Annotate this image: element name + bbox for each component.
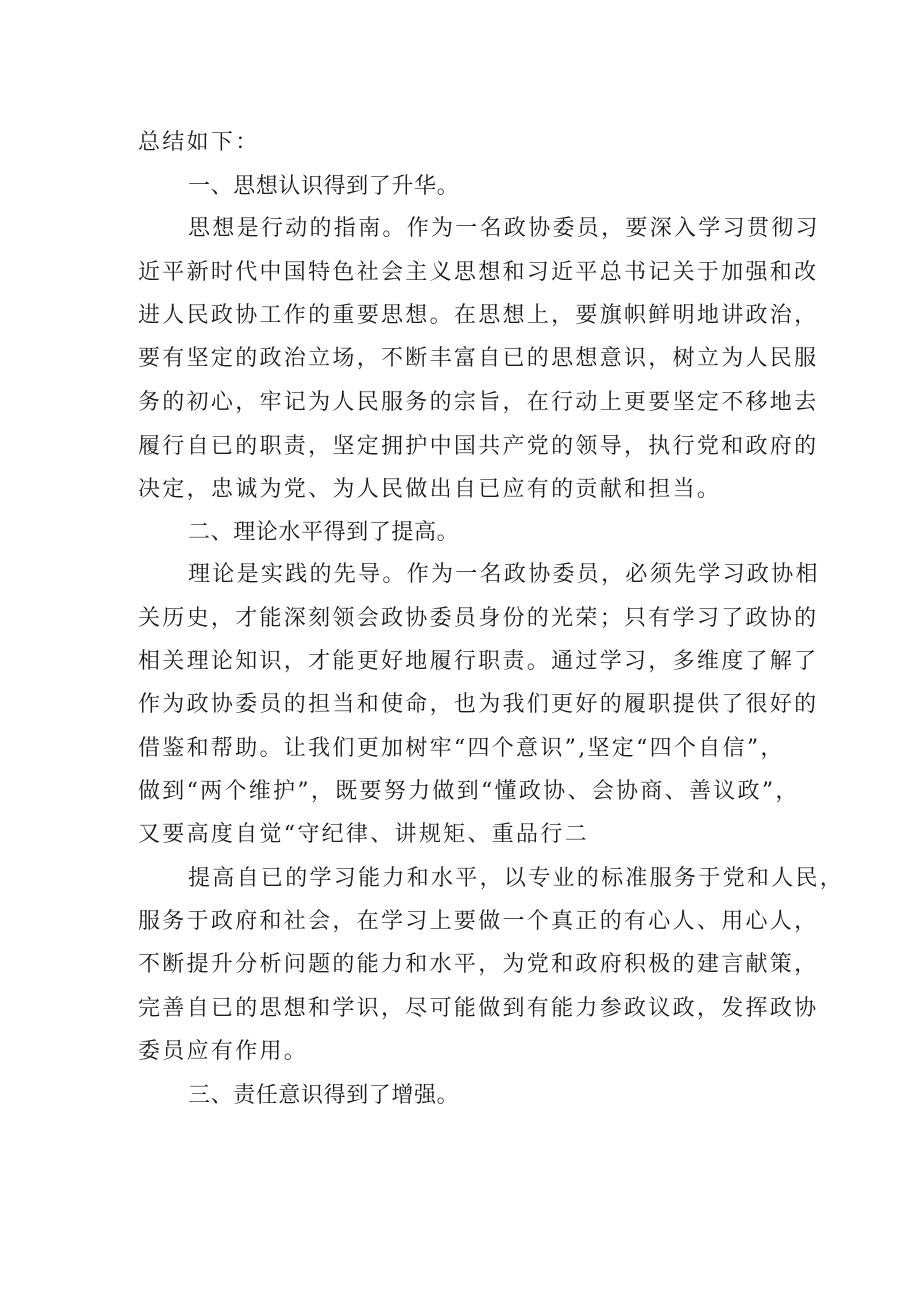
paragraph-line: 务的初心，牢记为人民服务的宗旨，在行动上更要坚定不移地去 xyxy=(138,390,819,415)
paragraph-line: 不断提升分析问题的能力和水平，为党和政府积极的建言献策， xyxy=(138,952,819,977)
paragraph-line: 相关理论知识，才能更好地履行职责。通过学习，多维度了解了 xyxy=(138,649,819,674)
paragraph-line: 又要高度自觉“守纪律、讲规矩、重品行二 xyxy=(138,822,589,847)
paragraph-line: 总结如下： xyxy=(138,130,260,155)
paragraph-line: 服务于政府和社会，在学习上要做一个真正的有心人、用心人， xyxy=(138,909,819,934)
paragraph-line: 借鉴和帮助。让我们更加树牢“四个意识”,坚定“四个自信”， xyxy=(138,736,785,761)
section-heading-2: 二、理论水平得到了提高。 xyxy=(188,520,460,545)
paragraph-line: 关历史，才能深刻领会政协委员身份的光荣；只有学习了政协的 xyxy=(138,606,819,631)
paragraph-line: 做到“两个维护”，既要努力做到“懂政协、会协商、善议政”， xyxy=(138,779,800,804)
paragraph-line: 进人民政协工作的重要思想。在思想上，要旗帜鲜明地讲政治， xyxy=(138,303,819,328)
paragraph-line: 委员应有作用。 xyxy=(138,1039,309,1064)
paragraph-line: 理论是实践的先导。作为一名政协委员，必须先学习政协相 xyxy=(188,562,820,587)
paragraph-line: 提高自已的学习能力和水平，以专业的标准服务于党和人民， xyxy=(188,866,845,891)
paragraph-line: 近平新时代中国特色社会主义思想和习近平总书记关于加强和改 xyxy=(138,260,819,285)
paragraph-line: 履行自已的职责，坚定拥护中国共产党的领导，执行党和政府的 xyxy=(138,434,819,459)
paragraph-line: 要有坚定的政治立场，不断丰富自已的思想意识，树立为人民服 xyxy=(138,346,819,371)
paragraph-line: 决定，忠诚为党、为人民做出自已应有的贡献和担当。 xyxy=(138,477,722,502)
paragraph-line: 完善自已的思想和学识，尽可能做到有能力参政议政，发挥政协 xyxy=(138,996,819,1021)
paragraph-line: 作为政协委员的担当和使命，也为我们更好的履职提供了很好的 xyxy=(138,692,819,717)
section-heading-1: 一、思想认识得到了升华。 xyxy=(188,174,460,199)
paragraph-line: 思想是行动的指南。作为一名政协委员，要深入学习贯彻习 xyxy=(188,216,820,241)
section-heading-3: 三、责任意识得到了增强。 xyxy=(188,1083,460,1108)
